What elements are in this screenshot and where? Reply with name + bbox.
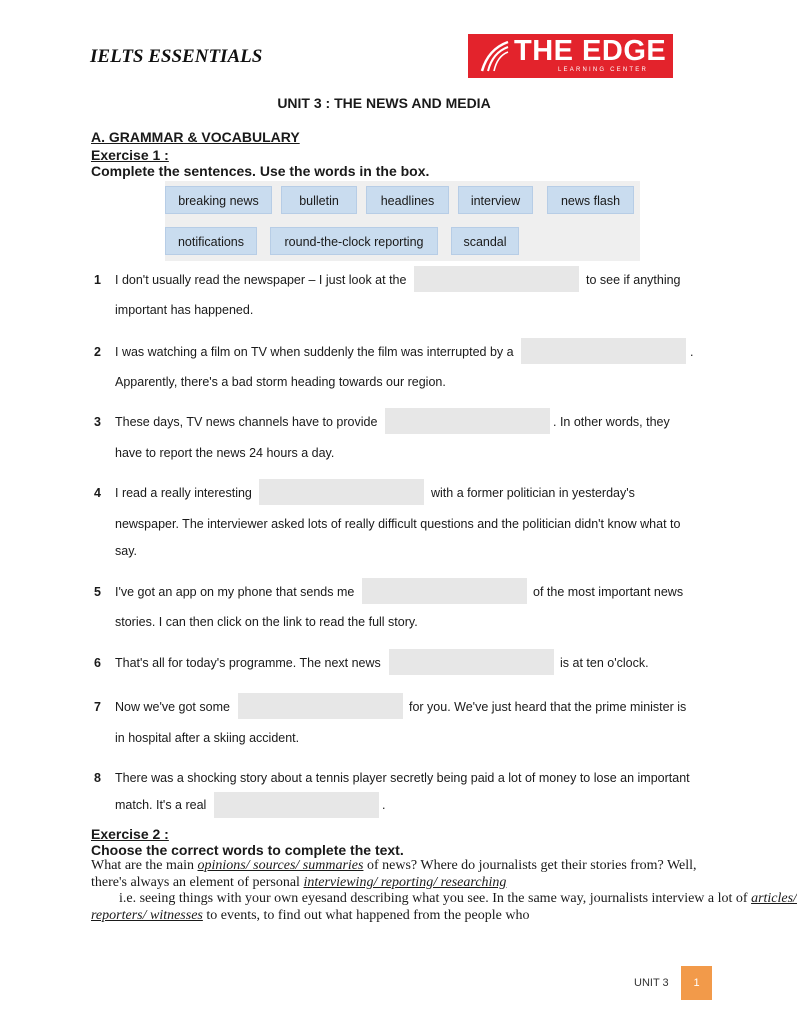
page-number: 1 — [681, 966, 712, 1000]
logo-title: THE EDGE — [514, 35, 667, 67]
choice-option[interactable]: articles/ reporters/ witnesses — [91, 891, 797, 923]
item-text: There was a shocking story about a tennis player secretly being paid a lot of money to lose an important — [115, 771, 690, 785]
word-chip: scandal — [451, 227, 519, 255]
answer-blank[interactable] — [414, 266, 579, 292]
item-number: 4 — [94, 486, 101, 500]
item-text: I was watching a film on TV when suddenly the film was interrupted by a — [115, 345, 514, 359]
word-chip: bulletin — [281, 186, 357, 214]
item-text: newspaper. The interviewer asked lots of really difficult questions and the politician didn't know what to — [115, 517, 681, 531]
item-text: These days, TV news channels have to provide — [115, 415, 378, 429]
item-text: in hospital after a skiing accident. — [115, 731, 300, 745]
item-text: . In other words, they — [553, 415, 670, 429]
item-number: 6 — [94, 656, 101, 670]
brand-title: IELTS ESSENTIALS — [90, 46, 263, 67]
answer-blank[interactable] — [214, 792, 379, 818]
word-chip: news flash — [547, 186, 634, 214]
item-text: I've got an app on my phone that sends me — [115, 585, 355, 599]
answer-blank[interactable] — [521, 338, 686, 364]
answer-blank[interactable] — [259, 479, 424, 505]
answer-blank[interactable] — [389, 649, 554, 675]
item-number: 1 — [94, 273, 101, 287]
item-number: 8 — [94, 771, 101, 785]
word-chip: interview — [458, 186, 533, 214]
item-text: Now we've got some — [115, 700, 230, 714]
exercise2-passage — [91, 858, 797, 924]
item-text: . — [382, 798, 386, 812]
choice-option[interactable]: interviewing/ reporting/ researching — [303, 874, 507, 890]
item-text: is at ten o'clock. — [560, 656, 649, 670]
unit-title: UNIT 3 : THE NEWS AND MEDIA — [277, 95, 491, 111]
the-edge-logo — [468, 34, 673, 78]
item-text: to see if anything — [586, 273, 681, 287]
exercise1-title: Exercise 1 : — [91, 147, 169, 163]
item-text: of the most important news — [533, 585, 684, 599]
item-text: important has happened. — [115, 303, 254, 317]
item-number: 3 — [94, 415, 101, 429]
passage-text: of news? Where do journalists get their stories from? Well, there's always an element of personal — [91, 858, 697, 890]
item-text: stories. I can then click on the link to read the full story. — [115, 615, 418, 629]
word-chip: round-the-clock reporting — [270, 227, 438, 255]
item-text: say. — [115, 544, 137, 558]
item-number: 7 — [94, 700, 101, 714]
item-text: Apparently, there's a bad storm heading towards our region. — [115, 375, 446, 389]
exercise1-instruction: Complete the sentences. Use the words in the box. — [91, 163, 430, 179]
word-box — [165, 181, 640, 261]
exercise2-instruction: Choose the correct words to complete the text. — [91, 842, 404, 858]
section-title: A. GRAMMAR & VOCABULARY — [91, 129, 300, 145]
item-text: I don't usually read the newspaper – I just look at the — [115, 273, 407, 287]
passage-text: What are the main — [91, 858, 198, 873]
item-text: That's all for today's programme. The next news — [115, 656, 381, 670]
choice-option[interactable]: opinions/ sources/ summaries — [197, 858, 364, 873]
item-text: for you. We've just heard that the prime minister is — [409, 700, 687, 714]
word-chip: breaking news — [165, 186, 272, 214]
logo-subtitle: LEARNING CENTER — [558, 67, 649, 73]
word-chip: headlines — [366, 186, 449, 214]
answer-blank[interactable] — [362, 578, 527, 604]
item-text: match. It's a real — [115, 798, 207, 812]
word-chip: notifications — [165, 227, 257, 255]
item-number: 2 — [94, 345, 101, 359]
answer-blank[interactable] — [238, 693, 403, 719]
exercise2-title: Exercise 2 : — [91, 826, 169, 842]
item-text: I read a really interesting — [115, 486, 252, 500]
item-number: 5 — [94, 585, 101, 599]
passage-text: i.e. seeing things with your own eyesand describing what you see. In the same way, journalists interview a lot of — [91, 891, 752, 906]
footer-unit-label: UNIT 3 — [634, 977, 669, 989]
item-text: have to report the news 24 hours a day. — [115, 446, 335, 460]
item-text: . — [690, 345, 694, 359]
answer-blank[interactable] — [385, 408, 550, 434]
item-text: with a former politician in yesterday's — [431, 486, 635, 500]
passage-text: to events, to find out what happened from the people who — [202, 907, 530, 923]
logo-swoosh-icon — [478, 39, 512, 73]
